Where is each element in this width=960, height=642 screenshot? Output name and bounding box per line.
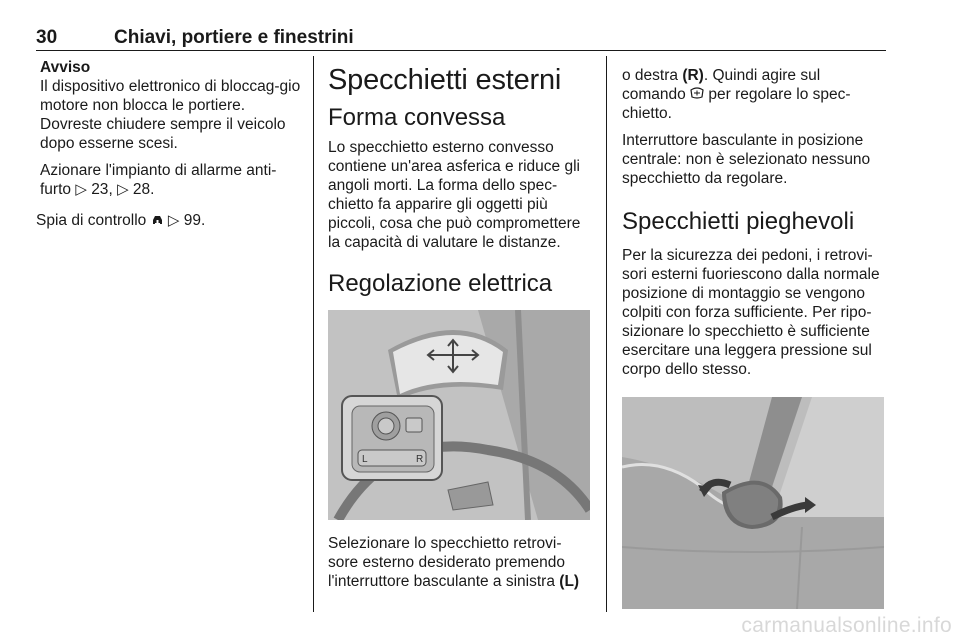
body-paragraph: o destra (R). Quindi agire sul comando per regolare lo spec-chietto. [622, 67, 851, 122]
body-paragraph: Lo specchietto esterno convesso contiene un'area asferica e riduce gli angoli morti. La forma dello spec-chietto fa apparire gli oggetti più piccoli, cosa che può compromettere la capacità di valutare le distanze. [328, 139, 581, 251]
column-2 [328, 64, 590, 599]
column-3 [622, 66, 886, 623]
note-title: Avviso [40, 59, 91, 76]
switch-right-label: R [416, 454, 424, 465]
column-1 [36, 58, 302, 238]
mirror-control-icon [690, 87, 704, 100]
page-header [36, 26, 886, 51]
page-reference-icon: ▷ [75, 181, 87, 198]
subsection-heading: Specchietti pieghevoli [622, 208, 855, 235]
folding-mirror-illustration [622, 397, 884, 609]
section-heading: Specchietti esterni [328, 64, 562, 96]
body-paragraph: Interruttore basculante in posizione centrale: non è selezionato nessuno specchietto da regolare. [622, 132, 871, 187]
subsection-heading: Regolazione elettrica [328, 270, 553, 297]
watermark: carmanualsonline.info [741, 614, 952, 637]
note-paragraph: Azionare l'impianto di allarme anti-furto ▷ 23, ▷ 28. [40, 162, 277, 198]
chapter-title: Chiavi, portiere e finestrini [114, 27, 354, 48]
alarm-indicator-icon [151, 214, 164, 226]
page-reference-icon: ▷ [167, 212, 180, 229]
page-reference-icon: ▷ [117, 181, 129, 198]
switch-left-label: L [362, 454, 368, 465]
page-number: 30 [36, 27, 58, 48]
mirror-adjustment-illustration [328, 310, 590, 520]
column-divider [606, 56, 607, 612]
subsection-heading: Forma convessa [328, 104, 506, 131]
body-paragraph: Selezionare lo specchietto retrovi-sore esterno desiderato premendo l'interruttore basculante a sinistra (L) [328, 535, 580, 590]
body-paragraph: Per la sicurezza dei pedoni, i retrovi-sori esterni fuoriescono dalla normale posizione di montaggio se vengono colpiti con forza sufficiente. Per ripo-sizionare lo specchietto è sufficiente esercitare una leggera pressione sul corpo dello stesso. [622, 247, 880, 378]
indicator-paragraph: Spia di controllo ▷ 99. [36, 212, 206, 229]
note-paragraph: Il dispositivo elettronico di bloccag-gio motore non blocca le portiere. Dovreste chiudere sempre il veicolo dopo esserne scesi. [40, 78, 301, 152]
column-divider [313, 56, 314, 612]
